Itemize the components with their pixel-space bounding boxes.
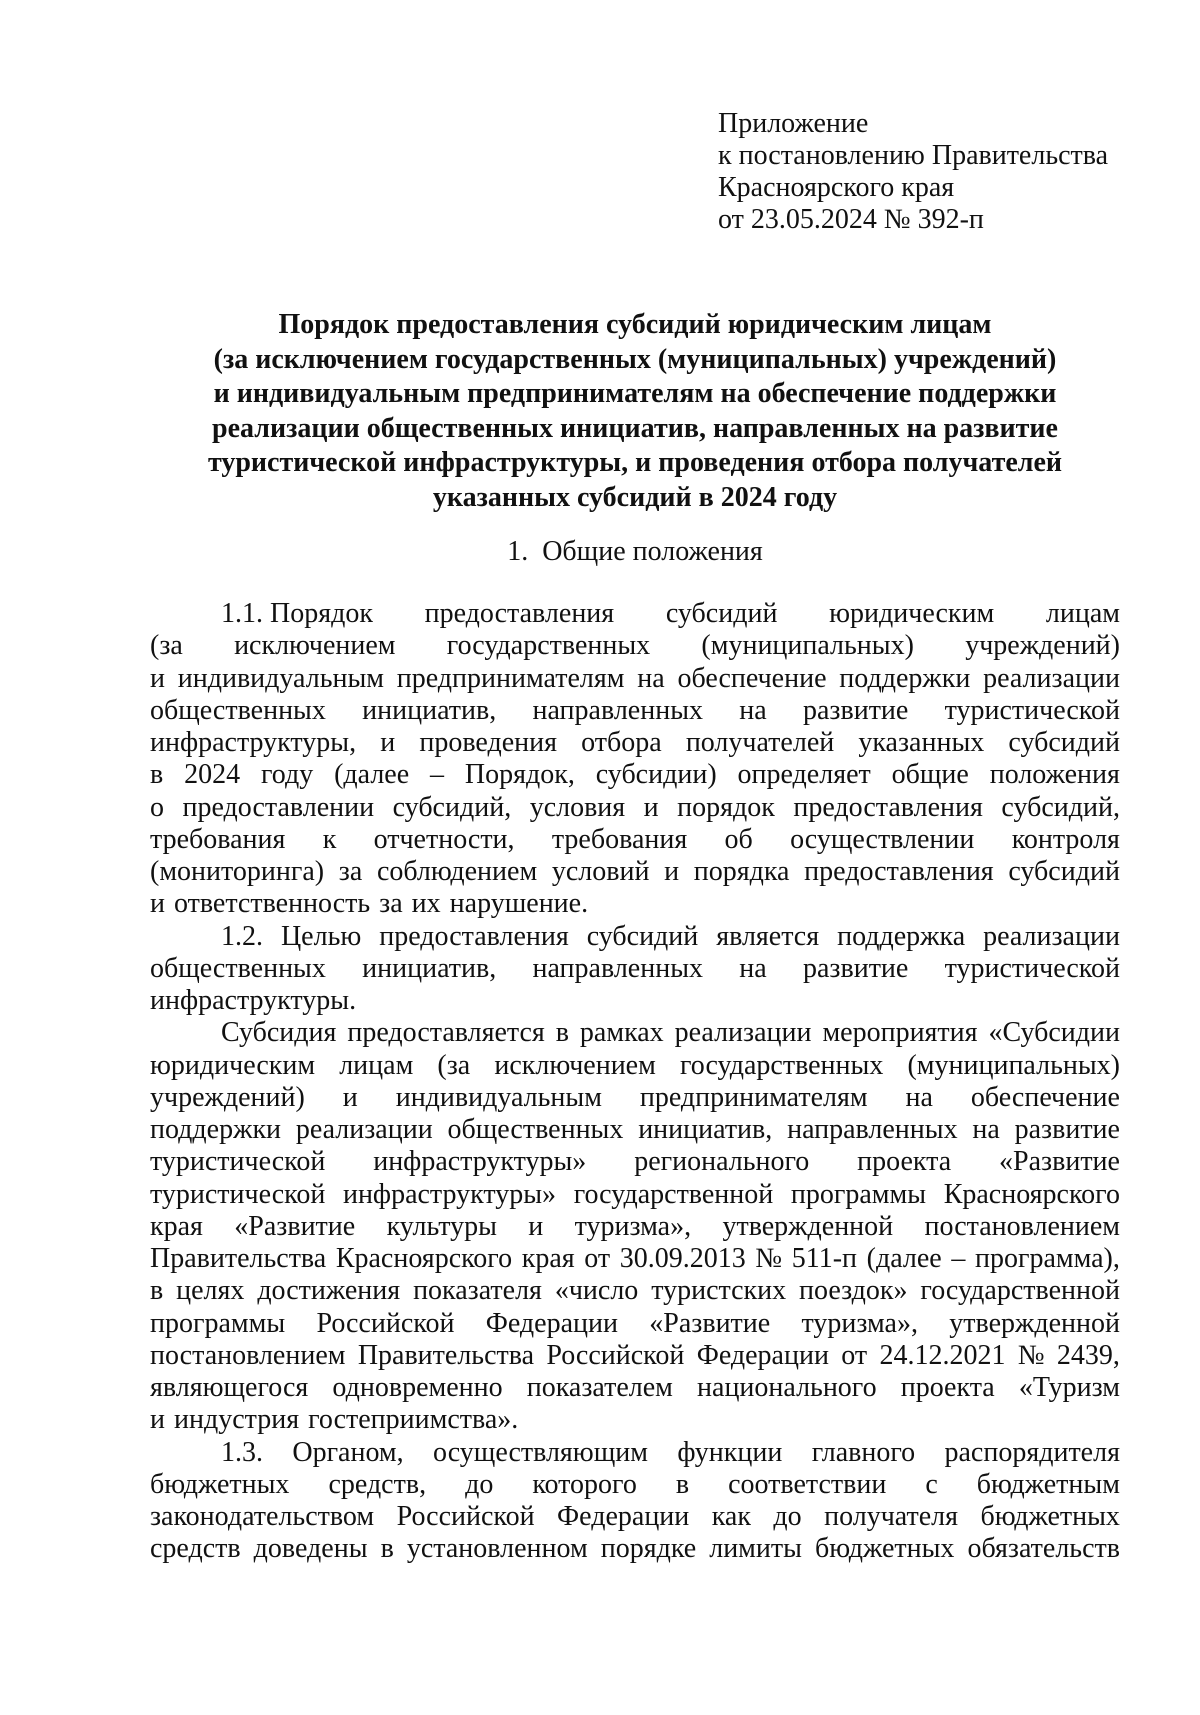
body-word: получателей bbox=[685, 727, 835, 758]
body-word: края bbox=[150, 1210, 203, 1242]
body-word: условий bbox=[551, 856, 650, 887]
body-line bbox=[150, 824, 1120, 856]
body-word: на bbox=[972, 1114, 1000, 1145]
body-word: Федерации bbox=[557, 1501, 690, 1532]
body-word: инициатив, bbox=[362, 694, 497, 726]
body-word: (мониторинга) bbox=[150, 856, 325, 887]
body-word: субсидий, bbox=[392, 791, 512, 823]
body-word: от bbox=[841, 1339, 868, 1371]
body-word: субсидий bbox=[1008, 727, 1120, 758]
body-word: «Туризм bbox=[1018, 1372, 1120, 1403]
body-word: инфраструктуры. bbox=[150, 985, 357, 1016]
body-word: постановлением bbox=[924, 1210, 1120, 1242]
body-word: № bbox=[755, 1243, 783, 1274]
body-word: отчетности, bbox=[373, 823, 515, 855]
body-line bbox=[150, 1372, 1120, 1404]
body-word: Правительства bbox=[150, 1243, 327, 1274]
body-word: регионального bbox=[634, 1146, 810, 1178]
body-word: лицам bbox=[1045, 598, 1120, 629]
body-word: на bbox=[739, 952, 767, 984]
body-word: инициатив, bbox=[638, 1114, 773, 1145]
body-word: 1.3. bbox=[221, 1436, 263, 1468]
body-word: предоставлении bbox=[182, 791, 375, 823]
body-word: «Развитие bbox=[649, 1307, 771, 1339]
body-word: лицам bbox=[339, 1049, 414, 1081]
body-word: (далее bbox=[866, 1243, 942, 1274]
body-word: условия bbox=[529, 791, 626, 823]
body-word: и bbox=[150, 662, 165, 694]
appendix-block bbox=[718, 108, 1158, 236]
body-word: индустрия bbox=[173, 1404, 300, 1436]
body-word: положения bbox=[989, 759, 1120, 791]
body-word: обязательств bbox=[967, 1533, 1120, 1565]
section-number: 1. bbox=[507, 536, 529, 567]
body-word: развитие bbox=[1014, 1114, 1120, 1145]
body-word: индивидуальным bbox=[395, 1081, 602, 1113]
body-word: – bbox=[430, 759, 445, 791]
body-word: развитие bbox=[803, 694, 909, 726]
body-word: 1.1. Порядок bbox=[221, 598, 373, 629]
appendix-line: от 23.05.2024 № 392-п bbox=[718, 204, 984, 235]
body-line bbox=[150, 598, 1120, 630]
body-word: отбора bbox=[581, 727, 662, 758]
body-word: предоставления bbox=[424, 598, 615, 629]
body-word: реализации bbox=[983, 662, 1120, 694]
body-line bbox=[150, 1146, 1120, 1178]
appendix-line: Красноярского края bbox=[718, 172, 955, 203]
body-line bbox=[150, 695, 1120, 727]
body-word: показателем bbox=[526, 1372, 673, 1403]
body-word: предоставляется bbox=[347, 1017, 545, 1049]
body-word: обеспечение bbox=[970, 1081, 1120, 1113]
appendix-line: к постановлению Правительства bbox=[718, 140, 1109, 171]
body-word: порядок bbox=[677, 791, 775, 823]
body-word: субсидий bbox=[665, 598, 778, 629]
body-word: общие bbox=[891, 759, 969, 791]
body-word: показателя bbox=[413, 1275, 542, 1307]
body-line bbox=[150, 630, 1120, 662]
body-word: программа), bbox=[974, 1243, 1120, 1274]
body-word: распорядителя bbox=[944, 1436, 1120, 1468]
body-word: и bbox=[150, 888, 165, 920]
body-word: поддержки bbox=[150, 1114, 282, 1145]
body-word: Федерации bbox=[696, 1339, 829, 1371]
body-word: (муниципальных) bbox=[907, 1049, 1120, 1081]
body-word: исключением bbox=[494, 1049, 656, 1081]
body-word: на bbox=[739, 694, 767, 726]
body-word: субсидий bbox=[586, 920, 699, 952]
body-word: достижения bbox=[257, 1275, 401, 1307]
body-word: рамках bbox=[579, 1017, 664, 1049]
body-word: инфраструктуры, bbox=[150, 727, 357, 758]
body-line bbox=[150, 1501, 1120, 1533]
body-word: 511-п bbox=[791, 1243, 858, 1274]
body-word: и bbox=[528, 1210, 544, 1242]
body-word: развитие bbox=[803, 952, 909, 984]
body-word: государственных bbox=[446, 630, 651, 662]
body-word: Российской bbox=[546, 1339, 685, 1371]
body-word: учреждений) bbox=[150, 1081, 305, 1113]
body-word: средств, bbox=[328, 1468, 427, 1500]
body-word: в bbox=[150, 759, 164, 791]
body-word: получателя bbox=[824, 1501, 959, 1532]
body-word: направленных bbox=[532, 694, 704, 726]
body-word: туристической bbox=[150, 1178, 326, 1210]
body-word: предоставления bbox=[379, 920, 569, 952]
body-line bbox=[150, 1437, 1120, 1469]
body-word: как bbox=[711, 1501, 751, 1532]
body-line bbox=[150, 1211, 1120, 1243]
body-word: инфраструктуры» bbox=[373, 1146, 587, 1178]
body-word: 1.2. bbox=[221, 920, 263, 952]
body-word: является bbox=[716, 920, 820, 952]
body-word: предпринимателям bbox=[396, 662, 625, 694]
document-title bbox=[150, 308, 1120, 515]
body-word: постановлением bbox=[150, 1339, 346, 1371]
body-line bbox=[150, 1469, 1120, 1501]
body-word: «число bbox=[554, 1275, 639, 1307]
body-word: субсидий bbox=[1008, 856, 1120, 887]
body-word: общественных bbox=[150, 952, 326, 984]
body-word: на bbox=[905, 1081, 933, 1113]
body-word: Российской bbox=[396, 1501, 535, 1532]
body-word: государственной bbox=[573, 1178, 774, 1210]
body-word: (муниципальных) bbox=[701, 630, 914, 662]
body-word: соответствии bbox=[728, 1468, 887, 1500]
body-word: установленном bbox=[406, 1533, 588, 1565]
body-word: Правительства bbox=[357, 1339, 535, 1371]
body-word: государственной bbox=[920, 1275, 1120, 1307]
body-line bbox=[150, 1082, 1120, 1114]
body-word: исключением bbox=[234, 630, 396, 662]
body-word: туризма», bbox=[574, 1210, 692, 1242]
body-word: определяет bbox=[737, 759, 871, 791]
title-line: реализации общественных инициатив, направленных на развитие bbox=[212, 412, 1058, 444]
body-word: с bbox=[925, 1468, 938, 1500]
body-word: туристских bbox=[651, 1275, 787, 1307]
body-word: законодательством bbox=[150, 1501, 375, 1532]
body-word: направленных bbox=[532, 952, 704, 984]
title-line: туристической инфраструктуры, и проведения отбора получателей bbox=[207, 447, 1063, 478]
body-line bbox=[150, 759, 1120, 791]
body-word: об bbox=[724, 823, 753, 855]
body-word: мероприятия bbox=[822, 1017, 978, 1049]
body-line bbox=[150, 1308, 1120, 1340]
body-word: в bbox=[675, 1468, 690, 1500]
body-word: субсидии) bbox=[595, 759, 717, 791]
body-word: культуры bbox=[386, 1210, 497, 1242]
body-word: программы bbox=[150, 1307, 286, 1339]
section-title: Общие положения bbox=[542, 536, 763, 567]
body-word: края bbox=[521, 1243, 575, 1274]
body-word: 2439, bbox=[1056, 1339, 1120, 1371]
body-word: Федерации bbox=[485, 1307, 618, 1339]
body-word: до bbox=[773, 1501, 802, 1532]
body-word: туристической bbox=[944, 694, 1120, 726]
body-word: «Развитие bbox=[999, 1146, 1120, 1178]
body-word: доведены bbox=[253, 1533, 368, 1565]
body-word: – bbox=[951, 1243, 966, 1274]
body-word: ответственность bbox=[173, 888, 371, 920]
body-line bbox=[150, 663, 1120, 695]
body-word: индивидуальным bbox=[177, 662, 384, 694]
body-word: поддержка bbox=[837, 920, 966, 952]
body-word: в bbox=[555, 1017, 569, 1049]
body-word: национального bbox=[697, 1372, 877, 1403]
body-word: целях bbox=[176, 1275, 245, 1307]
body-word: требования bbox=[551, 823, 688, 855]
body-word: до bbox=[465, 1468, 494, 1500]
body-word: году bbox=[260, 759, 314, 791]
body-word: и bbox=[380, 727, 396, 758]
body-word: предпринимателям bbox=[639, 1081, 868, 1113]
body-line bbox=[150, 792, 1120, 824]
body-word: предоставления bbox=[804, 856, 994, 887]
body-word: о bbox=[150, 791, 164, 823]
body-line bbox=[150, 727, 1120, 759]
body-word: Российской bbox=[316, 1307, 455, 1339]
body-word: и bbox=[150, 1404, 165, 1436]
body-word: предоставления bbox=[793, 791, 983, 823]
body-word: порядке bbox=[600, 1533, 697, 1565]
body-word: бюджетных bbox=[150, 1468, 290, 1500]
body-word: «Развитие bbox=[234, 1210, 356, 1242]
body-line bbox=[150, 888, 1120, 920]
body-word: бюджетных bbox=[980, 1501, 1120, 1532]
body-word: поездок» bbox=[799, 1275, 908, 1307]
body-word: лимиты bbox=[709, 1533, 802, 1565]
body-line bbox=[150, 1017, 1120, 1049]
body-word: инфраструктуры» bbox=[342, 1178, 557, 1210]
body-word: Органом, bbox=[292, 1436, 404, 1468]
body-line bbox=[150, 953, 1120, 985]
body-word: соблюдением bbox=[376, 856, 538, 887]
body-word: проведения bbox=[419, 727, 557, 758]
body-line bbox=[150, 1114, 1120, 1146]
body-word: реализации bbox=[983, 920, 1120, 952]
body-word: к bbox=[322, 823, 337, 855]
body-word: 2024 bbox=[184, 759, 241, 791]
body-word: их bbox=[411, 888, 441, 920]
body-word: бюджетных bbox=[814, 1533, 955, 1565]
title-line: и индивидуальным предпринимателям на обеспечение поддержки bbox=[213, 378, 1057, 409]
body-word: от bbox=[584, 1243, 611, 1274]
body-line bbox=[150, 1050, 1120, 1082]
body-word: в bbox=[380, 1533, 394, 1565]
body-word: на bbox=[637, 662, 665, 694]
body-word: Красноярского bbox=[943, 1178, 1120, 1210]
body-word: и bbox=[342, 1081, 358, 1113]
body-word: проекта bbox=[857, 1146, 952, 1178]
body-line bbox=[150, 1533, 1120, 1565]
body-word: являющегося bbox=[150, 1372, 309, 1403]
title-line: Порядок предоставления субсидий юридическим лицам bbox=[278, 309, 992, 340]
body-word: функции bbox=[677, 1436, 783, 1468]
body-line bbox=[150, 1275, 1120, 1307]
body-line bbox=[150, 1404, 1120, 1436]
body-word: общественных bbox=[447, 1114, 624, 1145]
body-word: поддержки bbox=[839, 662, 971, 694]
body-word: в bbox=[150, 1275, 164, 1307]
body-word: главного bbox=[811, 1436, 916, 1468]
body-word: реализации bbox=[295, 1114, 433, 1145]
body-word: юридическим bbox=[829, 598, 995, 629]
title-line: указанных субсидий в 2024 году bbox=[432, 481, 838, 513]
body-word: проекта bbox=[900, 1372, 995, 1403]
body-word: туризма», bbox=[801, 1307, 918, 1339]
title-line: (за исключением государственных (муниципальных) учреждений) bbox=[213, 343, 1057, 375]
body-text bbox=[150, 598, 1120, 1566]
body-word: за bbox=[379, 888, 403, 920]
body-word: общественных bbox=[150, 694, 326, 726]
body-word: (за bbox=[437, 1049, 471, 1081]
body-word: учреждений) bbox=[965, 630, 1120, 662]
body-word: и bbox=[643, 791, 659, 823]
body-word: осуществлении bbox=[790, 823, 975, 855]
section-heading bbox=[150, 536, 1120, 568]
body-line bbox=[150, 921, 1120, 953]
body-word: порядка bbox=[693, 856, 790, 887]
body-word: Целью bbox=[280, 920, 362, 952]
body-word: за bbox=[338, 856, 363, 887]
body-word: субсидий, bbox=[1001, 791, 1120, 823]
body-word: требования bbox=[150, 823, 286, 855]
body-word: 24.12.2021 bbox=[879, 1339, 1006, 1371]
body-word: бюджетным bbox=[976, 1468, 1120, 1500]
body-word: обеспечение bbox=[677, 662, 827, 694]
body-word: № bbox=[1017, 1339, 1045, 1371]
body-word: реализации bbox=[674, 1017, 812, 1049]
body-word: Субсидия bbox=[221, 1017, 337, 1049]
body-word: нарушение. bbox=[449, 888, 589, 920]
body-word: туристической bbox=[150, 1146, 326, 1178]
body-word: осуществляющим bbox=[433, 1436, 648, 1468]
body-word: контроля bbox=[1011, 823, 1120, 855]
body-word: 30.09.2013 bbox=[619, 1243, 746, 1274]
body-word: туристической bbox=[944, 952, 1120, 984]
body-word: «Субсидии bbox=[988, 1017, 1120, 1049]
body-word: утвержденной bbox=[949, 1307, 1120, 1339]
body-word: Порядок, bbox=[464, 759, 575, 791]
body-word: Красноярского bbox=[335, 1243, 513, 1274]
body-word: юридическим bbox=[150, 1049, 316, 1081]
body-word: гостеприимства». bbox=[308, 1404, 519, 1436]
body-word: программы bbox=[790, 1178, 927, 1210]
body-word: (за bbox=[150, 630, 183, 662]
body-line bbox=[150, 1243, 1120, 1275]
body-word: указанных bbox=[858, 727, 985, 758]
body-word: средств bbox=[150, 1533, 241, 1565]
body-word: которого bbox=[532, 1468, 637, 1500]
body-word: государственных bbox=[679, 1049, 884, 1081]
appendix-line: Приложение bbox=[718, 108, 869, 139]
body-line bbox=[150, 985, 1120, 1017]
body-line bbox=[150, 1179, 1120, 1211]
body-word: утвержденной bbox=[722, 1210, 894, 1242]
body-word: одновременно bbox=[332, 1372, 503, 1403]
body-line bbox=[150, 1340, 1120, 1372]
body-word: и bbox=[664, 856, 680, 887]
body-word: направленных bbox=[787, 1114, 958, 1145]
body-word: инициатив, bbox=[362, 952, 497, 984]
body-word: (далее bbox=[334, 759, 410, 791]
body-line bbox=[150, 856, 1120, 888]
